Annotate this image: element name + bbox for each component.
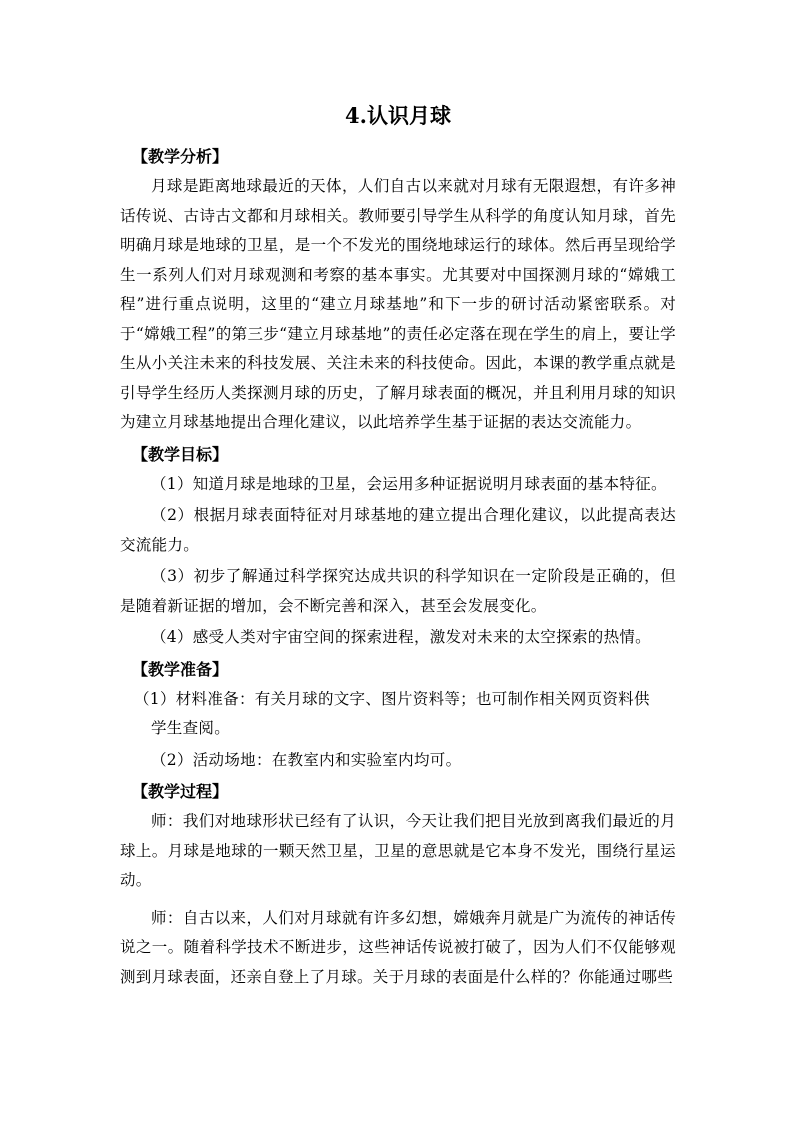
process-paragraph-2: 师：自古以来，人们对月球就有许多幻想，嫦娥奔月就是广为流传的神话传说之一。随着科学技术不断进步，这些神话传说被打破了，因为人们不仅能够观测到月球表面，还亲自登上了月球。关于月球的表面是什么样的？你能通过哪些 xyxy=(120,908,676,986)
section-heading-goals: 【教学目标】 xyxy=(132,444,229,464)
goal-item-3: （3）初步了解通过科学探究达成共识的科学知识在一定阶段是正确的，但是随着新证据的增加，会不断完善和深入，甚至会发展变化。 xyxy=(120,567,676,615)
goal-item-2: （2）根据月球表面特征对月球基地的建立提出合理化建议，以此提高表达交流能力。 xyxy=(120,506,676,554)
preparation-item-1 xyxy=(120,685,676,744)
preparation-item-1-rest: 学生查阅。 xyxy=(151,719,231,737)
preparation-item-2: （2）活动场地：在教室内和实验室内均可。 xyxy=(151,750,462,769)
analysis-paragraph: 月球是距离地球最近的天体，人们自古以来就对月球有无限遐想，有许多神话传说、古诗古文都和月球相关。教师要引导学生从科学的角度认知月球，首先明确月球是地球的卫星，是一个不发光的围绕地球运行的球体。然后再呈现给学生一系列人们对月球观测和考察的基本事实。尤其要对中国探测月球的“嫦娥工程”进行重点说明，这里的“建立月球基地”和下一步的研讨活动紧密联系。对于“嫦娥工程”的第三步“建立月球基地”的责任必定落在现在学生的肩上，要让学生从小关注未来的科技发展、关注未来的科技使命。因此，本课的教学重点就是引导学生经历人类探测月球的历史，了解月球表面的概况，并且利用月球的知识为建立月球基地提出合理化建议，以此培养学生基于证据的表达交流能力。 xyxy=(120,177,676,431)
section-heading-analysis: 【教学分析】 xyxy=(132,147,229,166)
preparation-item-1-first-line: （1）材料准备：有关月球的文字、图片资料等；也可制作相关网页资料供 xyxy=(134,689,650,708)
section-heading-process: 【教学过程】 xyxy=(132,782,229,801)
page-title: 4.认识月球 xyxy=(345,103,451,128)
goal-item-4: （4）感受人类对宇宙空间的探索进程，激发对未来的太空探索的热情。 xyxy=(151,628,651,646)
section-heading-preparation: 【教学准备】 xyxy=(132,659,229,679)
process-paragraph-1: 师：我们对地球形状已经有了认识，今天让我们把目光放到离我们最近的月球上。月球是地球的一颗天然卫星，卫星的意思就是它本身不发光，围绕行星运动。 xyxy=(120,812,676,889)
goal-item-1: （1）知道月球是地球的卫星，会运用多种证据说明月球表面的基本特征。 xyxy=(151,474,667,493)
document-page xyxy=(120,98,676,994)
